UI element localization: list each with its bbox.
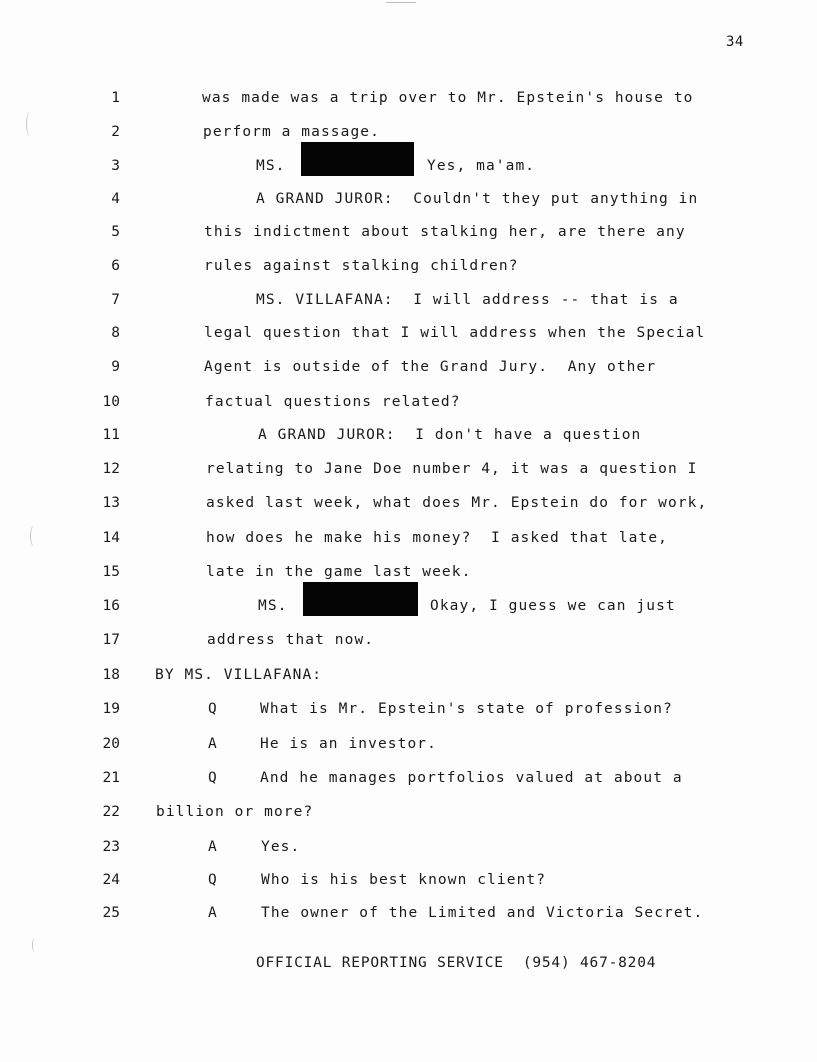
qa-marker: Q: [208, 770, 218, 786]
transcript-line-13: [0, 493, 817, 513]
line-number: 24: [102, 872, 120, 888]
transcript-line-1: [0, 88, 817, 108]
qa-marker: A: [208, 736, 218, 752]
line-text: how does he make his money? I asked that late,: [206, 530, 668, 546]
transcript-line-11: [0, 425, 817, 445]
line-number: 5: [111, 224, 120, 240]
line-number: 2: [111, 124, 120, 140]
line-text: He is an investor.: [260, 736, 437, 752]
line-text: perform a massage.: [203, 124, 380, 140]
transcript-line-6: [0, 256, 817, 276]
line-text: was made was a trip over to Mr. Epstein's house to: [202, 90, 694, 106]
transcript-line-25: [0, 903, 817, 923]
line-number: 11: [102, 427, 120, 443]
line-number: 9: [111, 359, 120, 375]
line-text: this indictment about stalking her, are there any: [204, 224, 686, 240]
speaker-label: MS.: [256, 158, 286, 174]
qa-marker: Q: [208, 872, 218, 888]
line-text: rules against stalking children?: [204, 258, 519, 274]
transcript-line-21: [0, 768, 817, 788]
line-text: The owner of the Limited and Victoria Secret.: [261, 905, 704, 921]
line-number: 20: [102, 736, 120, 752]
scan-margin-mark: [30, 525, 39, 547]
line-number: 23: [102, 839, 120, 855]
redaction-box: [303, 582, 418, 616]
redaction-box: [301, 142, 414, 176]
transcript-line-18: [0, 665, 817, 685]
top-edge-mark: [386, 2, 416, 3]
transcript-line-2: [0, 122, 817, 142]
line-number: 21: [102, 770, 120, 786]
speaker-label: MS.: [258, 598, 288, 614]
line-text: address that now.: [207, 632, 375, 648]
transcript-line-19: [0, 699, 817, 719]
transcript-line-5: [0, 222, 817, 242]
line-text: A GRAND JUROR: I don't have a question: [258, 427, 642, 443]
line-text: Okay, I guess we can just: [430, 598, 676, 614]
line-number: 1: [111, 90, 120, 106]
line-text: What is Mr. Epstein's state of profession?: [260, 701, 673, 717]
transcript-line-24: [0, 870, 817, 890]
line-number: 12: [102, 461, 120, 477]
transcript-line-14: [0, 528, 817, 548]
reporter-footer: OFFICIAL REPORTING SERVICE (954) 467-8204: [256, 955, 657, 971]
line-text: A GRAND JUROR: Couldn't they put anything in: [256, 191, 699, 207]
line-number: 25: [102, 905, 120, 921]
transcript-line-17: [0, 630, 817, 650]
line-text: Yes, ma'am.: [427, 158, 536, 174]
line-text: billion or more?: [156, 804, 314, 820]
page-number: 34: [726, 34, 744, 50]
line-number: 6: [111, 258, 120, 274]
line-number: 13: [102, 495, 120, 511]
line-number: 19: [102, 701, 120, 717]
line-number: 8: [111, 325, 120, 341]
line-number: 18: [102, 667, 120, 683]
line-number: 4: [111, 191, 120, 207]
transcript-line-4: [0, 189, 817, 209]
line-number: 7: [111, 292, 120, 308]
line-text: And he manages portfolios valued at about a: [260, 770, 683, 786]
transcript-line-23: [0, 837, 817, 857]
transcript-line-7: [0, 290, 817, 310]
transcript-line-10: [0, 392, 817, 412]
line-text: factual questions related?: [205, 394, 461, 410]
line-text: BY MS. VILLAFANA:: [155, 667, 323, 683]
qa-marker: Q: [208, 701, 218, 717]
line-number: 3: [111, 158, 120, 174]
line-text: asked last week, what does Mr. Epstein do for work,: [206, 495, 708, 511]
transcript-line-9: [0, 357, 817, 377]
transcript-line-8: [0, 323, 817, 343]
line-text: relating to Jane Doe number 4, it was a question I: [206, 461, 698, 477]
line-text: late in the game last week.: [206, 564, 472, 580]
transcript-line-22: [0, 802, 817, 822]
line-text: Yes.: [261, 839, 301, 855]
scan-margin-mark: [32, 938, 37, 952]
qa-marker: A: [208, 839, 218, 855]
line-number: 22: [102, 804, 120, 820]
line-text: legal question that I will address when the Special: [204, 325, 706, 341]
scan-margin-mark: [26, 112, 35, 136]
transcript-line-20: [0, 734, 817, 754]
line-number: 14: [102, 530, 120, 546]
line-number: 10: [102, 394, 120, 410]
line-number: 15: [102, 564, 120, 580]
line-number: 17: [102, 632, 120, 648]
line-text: Who is his best known client?: [261, 872, 547, 888]
line-text: MS. VILLAFANA: I will address -- that is a: [256, 292, 679, 308]
qa-marker: A: [208, 905, 218, 921]
transcript-line-12: [0, 459, 817, 479]
line-text: Agent is outside of the Grand Jury. Any other: [204, 359, 657, 375]
line-number: 16: [102, 598, 120, 614]
transcript-line-15: [0, 562, 817, 582]
